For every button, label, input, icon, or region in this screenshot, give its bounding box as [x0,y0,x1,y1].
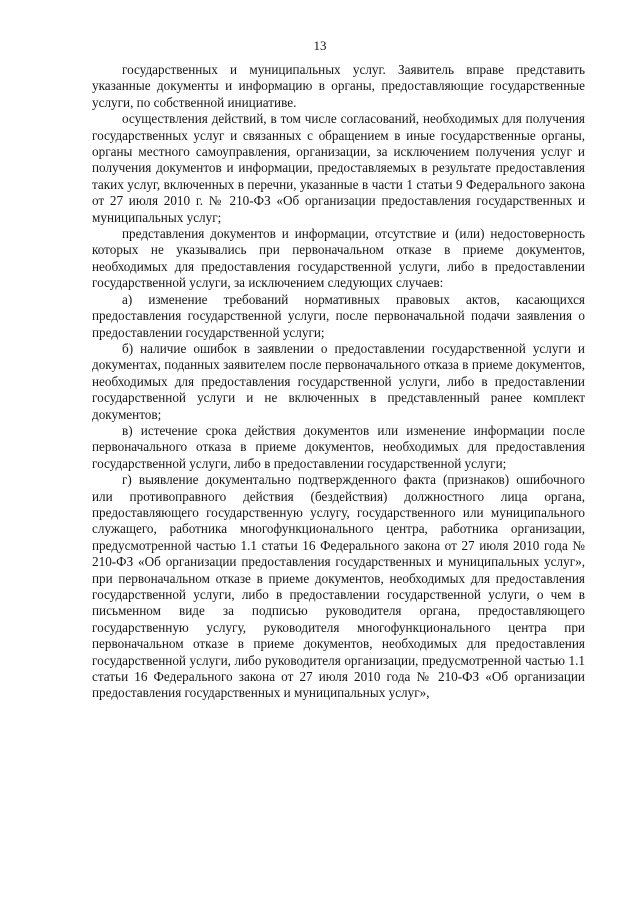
paragraph-documents: представления документов и информации, отсутствие и (или) недостоверность которых не указывались при первоначальном отказе в приеме документов, необходимых для предоставления государственной услуги, либо в предоставлении государственной услуги, за исключением следующих случаев: [92,226,585,291]
page-number: 13 [313,38,327,53]
list-item-v: в) истечение срока действия документов или изменение информации после первоначального отказа в приеме документов, необходимых для предоставления государственной услуги, либо в предоставлении государственной услуги; [92,422,585,471]
list-item-b: б) наличие ошибок в заявлении о предоставлении государственной услуги и документах, поданных заявителем после первоначального отказа в приеме документов, необходимых для предоставления государственной услуги, либо в предоставлении государственной услуги и не включенных в представленный ранее комплект документов; [92,340,585,422]
list-item-g: г) выявление документально подтвержденного факта (признаков) ошибочного или противоправного действия (бездействия) должностного лица органа, предоставляющего государственную услугу, государственного или муниципального служащего, работника многофункционального центра, работника организации, предусмотренной частью 1.1 статьи 16 Федерального закона от 27 июля 2010 года № 210-ФЗ «Об организации предоставления государственных и муниципальных услуг», при первоначальном отказе в приеме документов, необходимых для предоставления государственной услуги, либо в предоставлении государственной услуги, о чем в письменном виде за подписью руководителя органа, предоставляющего государственную услугу, руководителя многофункционального центра при первоначальном отказе в приеме документов, необходимых для предоставления государственной услуги, либо руководителя организации, предусмотренной частью 1.1 статьи 16 Федерального закона от 27 июля 2010 года № 210-ФЗ «Об организации предоставления государственных и муниципальных услуг», [92,472,585,701]
list-item-a: а) изменение требований нормативных правовых актов, касающихся предоставления государственной услуги, после первоначальной подачи заявления о предоставлении государственной услуги; [92,291,585,340]
body-text [92,62,585,702]
paragraph-actions: осуществления действий, в том числе согласований, необходимых для получения государственных услуг и связанных с обращением в иные государственные органы, органы местного самоуправления, организации, за исключением получения услуг и получения документов и информации, предоставляемых в результате предоставления таких услуг, включенных в перечни, указанные в части 1 статьи 9 Федерального закона от 27 июля 2010 г. № 210-ФЗ «Об организации предоставления государственных и муниципальных услуг; [92,111,585,225]
paragraph-continuation: государственных и муниципальных услуг. Заявитель вправе представить указанные документы и информацию в органы, предоставляющие государственные услуги, по собственной инициативе. [92,62,585,110]
